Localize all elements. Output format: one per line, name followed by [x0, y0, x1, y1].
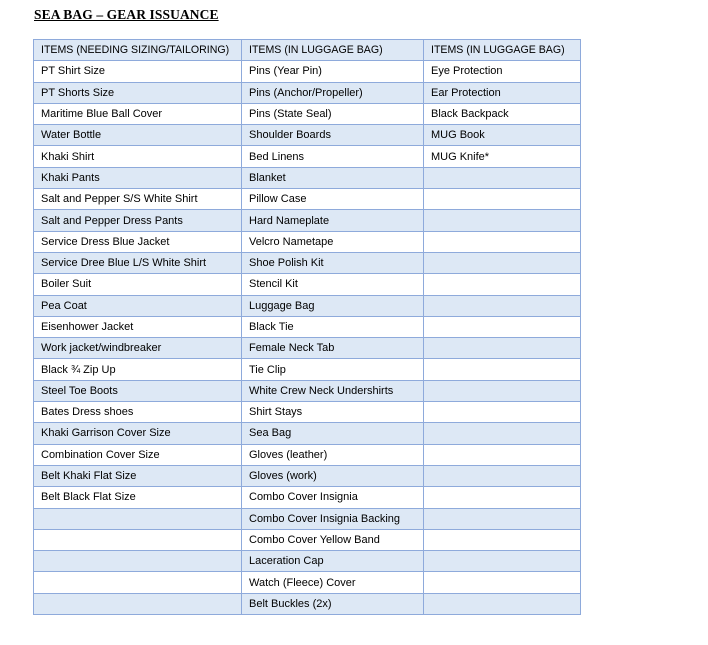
- table-cell[interactable]: Pea Coat: [34, 295, 242, 316]
- table-cell[interactable]: Gloves (leather): [242, 444, 424, 465]
- table-cell[interactable]: [34, 572, 242, 593]
- table-row: [34, 444, 581, 465]
- table-cell[interactable]: Service Dress Blue Jacket: [34, 231, 242, 252]
- table-cell[interactable]: Luggage Bag: [242, 295, 424, 316]
- table-row: [34, 423, 581, 444]
- table-cell[interactable]: Boiler Suit: [34, 274, 242, 295]
- table-row: [34, 295, 581, 316]
- table-cell[interactable]: Work jacket/windbreaker: [34, 338, 242, 359]
- table-cell[interactable]: Bed Linens: [242, 146, 424, 167]
- table-cell[interactable]: Combo Cover Insignia Backing: [242, 508, 424, 529]
- table-cell[interactable]: Steel Toe Boots: [34, 380, 242, 401]
- table-row: [34, 529, 581, 550]
- table-cell[interactable]: Black ¾ Zip Up: [34, 359, 242, 380]
- table-cell[interactable]: Laceration Cap: [242, 551, 424, 572]
- document-title: SEA BAG – GEAR ISSUANCE: [34, 7, 219, 22]
- table-cell[interactable]: Watch (Fleece) Cover: [242, 572, 424, 593]
- table-cell[interactable]: Combination Cover Size: [34, 444, 242, 465]
- table-cell[interactable]: Stencil Kit: [242, 274, 424, 295]
- table-cell[interactable]: Ear Protection: [424, 82, 581, 103]
- table-row: [34, 189, 581, 210]
- table-cell[interactable]: Shoulder Boards: [242, 125, 424, 146]
- header-luggage-items-2: ITEMS (IN LUGGAGE BAG): [424, 40, 581, 61]
- header-luggage-items-1: ITEMS (IN LUGGAGE BAG): [242, 40, 424, 61]
- table-cell[interactable]: Water Bottle: [34, 125, 242, 146]
- table-row: [34, 103, 581, 124]
- table-cell[interactable]: Eisenhower Jacket: [34, 316, 242, 337]
- table-cell[interactable]: Khaki Pants: [34, 167, 242, 188]
- table-cell[interactable]: MUG Book: [424, 125, 581, 146]
- table-cell[interactable]: Velcro Nametape: [242, 231, 424, 252]
- table-cell[interactable]: [34, 551, 242, 572]
- table-cell[interactable]: Pins (Anchor/Propeller): [242, 82, 424, 103]
- table-cell[interactable]: [424, 231, 581, 252]
- table-cell[interactable]: PT Shorts Size: [34, 82, 242, 103]
- table-cell[interactable]: Salt and Pepper S/S White Shirt: [34, 189, 242, 210]
- table-cell[interactable]: Khaki Garrison Cover Size: [34, 423, 242, 444]
- table-row: [34, 125, 581, 146]
- header-sizing-items: ITEMS (NEEDING SIZING/TAILORING): [34, 40, 242, 61]
- table-cell[interactable]: Khaki Shirt: [34, 146, 242, 167]
- table-row: [34, 402, 581, 423]
- table-row: [34, 252, 581, 273]
- gear-issuance-table: [33, 39, 581, 615]
- table-cell[interactable]: [424, 572, 581, 593]
- table-row: [34, 146, 581, 167]
- table-cell[interactable]: Belt Buckles (2x): [242, 593, 424, 614]
- table-row: [34, 593, 581, 614]
- table-cell[interactable]: [424, 274, 581, 295]
- table-row: [34, 61, 581, 82]
- table-cell[interactable]: [34, 508, 242, 529]
- table-cell[interactable]: [424, 487, 581, 508]
- table-cell[interactable]: [424, 465, 581, 486]
- table-cell[interactable]: [424, 380, 581, 401]
- table-cell[interactable]: MUG Knife*: [424, 146, 581, 167]
- table-row: [34, 465, 581, 486]
- table-cell[interactable]: Pillow Case: [242, 189, 424, 210]
- table-cell[interactable]: [424, 593, 581, 614]
- table-header-row: [34, 40, 581, 61]
- table-cell[interactable]: [424, 359, 581, 380]
- table-cell[interactable]: [424, 316, 581, 337]
- table-row: [34, 487, 581, 508]
- table-cell[interactable]: Pins (Year Pin): [242, 61, 424, 82]
- table-cell[interactable]: White Crew Neck Undershirts: [242, 380, 424, 401]
- table-cell[interactable]: PT Shirt Size: [34, 61, 242, 82]
- table-row: [34, 338, 581, 359]
- table-cell[interactable]: Female Neck Tab: [242, 338, 424, 359]
- table-cell[interactable]: [424, 338, 581, 359]
- table-row: [34, 82, 581, 103]
- table-row: [34, 210, 581, 231]
- table-cell[interactable]: [424, 295, 581, 316]
- table-cell[interactable]: Shoe Polish Kit: [242, 252, 424, 273]
- table-cell[interactable]: Hard Nameplate: [242, 210, 424, 231]
- table-cell[interactable]: Bates Dress shoes: [34, 402, 242, 423]
- table-row: [34, 380, 581, 401]
- table-cell[interactable]: Service Dree Blue L/S White Shirt: [34, 252, 242, 273]
- table-cell[interactable]: Blanket: [242, 167, 424, 188]
- table-cell[interactable]: Shirt Stays: [242, 402, 424, 423]
- table-row: [34, 551, 581, 572]
- table-cell[interactable]: [424, 252, 581, 273]
- table-cell[interactable]: Pins (State Seal): [242, 103, 424, 124]
- table-cell[interactable]: [424, 210, 581, 231]
- table-row: [34, 508, 581, 529]
- table-cell[interactable]: [424, 551, 581, 572]
- table-cell[interactable]: [424, 423, 581, 444]
- table-row: [34, 231, 581, 252]
- table-cell[interactable]: [424, 189, 581, 210]
- table-cell[interactable]: [424, 444, 581, 465]
- table-cell[interactable]: [34, 593, 242, 614]
- table-cell[interactable]: Gloves (work): [242, 465, 424, 486]
- table-row: [34, 359, 581, 380]
- table-cell[interactable]: Sea Bag: [242, 423, 424, 444]
- table-row: [34, 316, 581, 337]
- table-cell[interactable]: [34, 529, 242, 550]
- table-cell[interactable]: [424, 167, 581, 188]
- table-cell[interactable]: Black Backpack: [424, 103, 581, 124]
- table-cell[interactable]: [424, 508, 581, 529]
- table-row: [34, 167, 581, 188]
- table-cell[interactable]: Belt Khaki Flat Size: [34, 465, 242, 486]
- table-cell[interactable]: Black Tie: [242, 316, 424, 337]
- table-cell[interactable]: Maritime Blue Ball Cover: [34, 103, 242, 124]
- table-cell[interactable]: [424, 529, 581, 550]
- table-cell[interactable]: Combo Cover Yellow Band: [242, 529, 424, 550]
- table-cell[interactable]: Eye Protection: [424, 61, 581, 82]
- table-cell[interactable]: [424, 402, 581, 423]
- table-cell[interactable]: Tie Clip: [242, 359, 424, 380]
- table-row: [34, 274, 581, 295]
- table-cell[interactable]: Belt Black Flat Size: [34, 487, 242, 508]
- table-cell[interactable]: Combo Cover Insignia: [242, 487, 424, 508]
- table-row: [34, 572, 581, 593]
- table-cell[interactable]: Salt and Pepper Dress Pants: [34, 210, 242, 231]
